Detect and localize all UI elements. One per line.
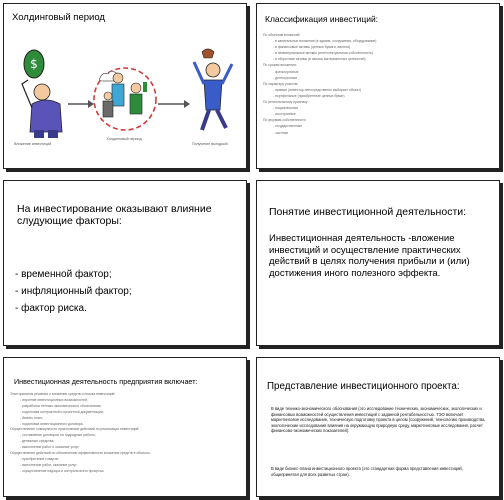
list-item: - подготовка контрактной и проектной документации; [20, 409, 104, 414]
list-item: По характеру участия: [263, 81, 299, 86]
slide-heading: На инвестирование оказывают влияние слудующие факторы: [17, 203, 212, 227]
list-item: По объектам вложений [263, 33, 300, 37]
list-item: - разработка технико-экономического обоснования; [20, 403, 102, 408]
slide-title: Понятие инвестиционной деятельности: [269, 206, 467, 218]
paragraph-feasibility: В виде технико-экономического обоснования (это исследование технических, экономических, экологических и финансовых возможностей осуществления инвестиций с заданной рентабельностью. ТЭО включает маркетинговое исследование, техническую подготовку проекта в целом (сооружений, технологию производства, экологические исследования влияния на окружающую природную среду, маркетинговые исследования, расчет финансово-экономических показателей). [271, 406, 486, 434]
list-item: Осуществление действий по обеспечению эффективности вложения средств в объекты: [10, 451, 151, 456]
list-item: - в нематериальные активы (интеллектуальная собственность) [273, 51, 373, 56]
slide-title: Представление инвестиционного проекта: [267, 381, 460, 392]
list-item: По срокам вложения: [263, 63, 297, 68]
list-item: - денежные средства; [20, 439, 55, 444]
list-item: - выполнение работ и оказание услуг. [20, 445, 80, 450]
list-item: - в капитальные вложения (в здания, сооружения, оборудование) [273, 39, 377, 44]
list-item: - подготовка инвестиционного договора. [20, 421, 84, 426]
list-item: - частные [273, 130, 289, 135]
label-profit: Получение выгодыой [192, 142, 228, 146]
list-item: - иностранные [273, 112, 296, 117]
list-item: - выполнение работ, оказание услуг; [20, 462, 78, 467]
slide-title: Инвестиционная деятельность предприятия включает: [14, 377, 198, 386]
list-item: - краткосрочные [273, 69, 299, 74]
list-item: По региональному признаку: [263, 100, 309, 105]
list-item: - портфельные (приобретение ценных бумаг) [273, 93, 345, 98]
list-item: - составление договоров на подрядные работы; [20, 433, 96, 438]
factor-item: - фактор риска. [15, 300, 132, 317]
slide-investment-classification[interactable] [256, 3, 500, 169]
list-item: - в финансовые активы (ценные бумаги, валюта) [273, 45, 351, 50]
label-holding: Холдинговый период [106, 137, 142, 141]
list-item: - в оборотные активы (в запасы материальных ценностей) [273, 57, 366, 62]
list-item: Осуществление совокупности практических действий по реализации инвестиций: [10, 427, 140, 432]
factor-item: - инфляционный фактор; [15, 283, 132, 300]
activity-list [10, 392, 242, 475]
list-item: - бизнес-план; [20, 415, 43, 420]
list-item: - приобретение товаров; [20, 456, 59, 461]
label-investment: Вложение инвестиций [14, 142, 52, 146]
investor-figure [22, 50, 62, 138]
factor-item: - временной фактор; [15, 266, 132, 283]
slide-title: Холдинговый период [12, 12, 105, 23]
svg-text:$: $ [30, 57, 38, 71]
slide-holding-period[interactable] [3, 3, 247, 169]
classification-list [263, 32, 495, 136]
profit-figure [194, 49, 232, 130]
definition-text: Инвестиционная деятельность -вложение инвестиций и осуществление практических действий в целях получения прибыли и (или) достижения иного полезного эффекта. [269, 233, 470, 279]
list-item: - прямые (инвестор непосредственно выбирает объект) [273, 87, 362, 92]
slide-factors[interactable] [3, 180, 247, 346]
list-item: Этап принятия решения о вложении средств и поиска инвестиций: [10, 392, 116, 396]
slide-investment-activity-concept[interactable] [256, 180, 500, 346]
list-item: - государственные [273, 124, 303, 129]
paragraph-business-plan: В виде бизнес-плана инвестиционного проекта (это стандартная форма представления инвестиций, общепринятая для всех развитых стран). [271, 466, 463, 477]
list-item: По формам собственности: [263, 118, 307, 123]
slide-activity-includes[interactable] [3, 357, 247, 497]
list-item: - долгосрочные [273, 75, 298, 80]
slide-project-presentation[interactable] [256, 357, 500, 497]
factor-list [15, 266, 132, 317]
slide-title: Классификация инвестиций: [265, 14, 379, 24]
list-item: - изучение инвестиционных возможностей; [20, 397, 88, 402]
list-item: - национальные [273, 106, 299, 111]
list-item: - осуществление надзора и контроля всего процесса. [20, 468, 105, 473]
